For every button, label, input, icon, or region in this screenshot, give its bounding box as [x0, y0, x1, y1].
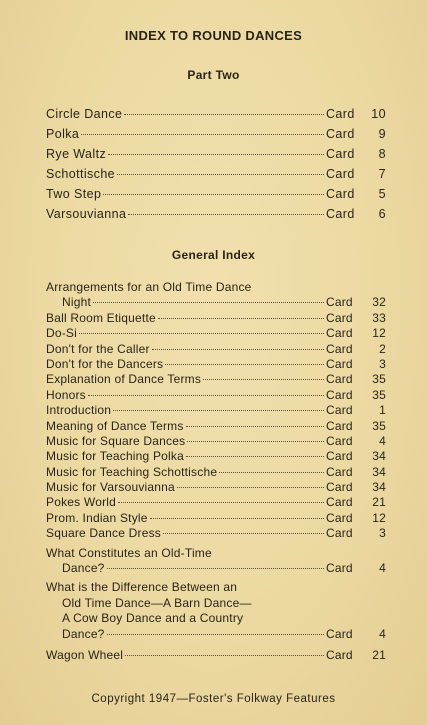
part-two-list: [46, 104, 386, 224]
list-item: Music for Varsouvianna Card 34: [46, 480, 386, 495]
copyright-footer: Copyright 1947—Foster's Folkway Features: [91, 693, 336, 705]
list-item: Music for Teaching Polka Card 34: [46, 449, 386, 464]
list-item: Arrangements for an Old Time Dance Night Card 32: [46, 280, 386, 310]
list-item: Ball Room Etiquette Card 33: [46, 310, 386, 325]
list-item: Two Step Card 5: [46, 187, 386, 201]
list-item: Circle Dance Card 10: [46, 107, 386, 121]
list-item: Rye Waltz Card 8: [46, 147, 386, 161]
list-item: Polka Card 9: [46, 127, 386, 141]
list-item: Don't for the Dancers Card 3: [46, 356, 386, 371]
list-item: What Constitutes an Old-Time Dance? Card 4: [46, 545, 386, 576]
list-item: Varsouvianna Card 6: [46, 207, 386, 221]
list-item: Pokes World Card 21: [46, 495, 386, 510]
list-item: Introduction Card 1: [46, 403, 386, 418]
list-item: Square Dance Dress Card 3: [46, 526, 386, 541]
general-index-heading: General Index: [171, 248, 256, 262]
list-item: Schottische Card 7: [46, 167, 386, 181]
list-item: Don't for the Caller Card 2: [46, 341, 386, 356]
list-item: Music for Square Dances Card 4: [46, 433, 386, 448]
part-two-heading: Part Two: [187, 68, 240, 82]
list-item: Honors Card 35: [46, 387, 386, 402]
list-item: Meaning of Dance Terms Card 35: [46, 418, 386, 433]
list-item: Explanation of Dance Terms Card 35: [46, 372, 386, 387]
list-item: Wagon Wheel Card 21: [46, 647, 386, 662]
list-item: Do-Si Card 12: [46, 326, 386, 341]
list-item: Music for Teaching Schottische Card 34: [46, 464, 386, 479]
list-item: Prom. Indian Style Card 12: [46, 510, 386, 525]
page-title: INDEX TO ROUND DANCES: [124, 28, 303, 43]
general-index-list: [46, 280, 386, 663]
list-item: What is the Difference Between an Old Time Dance—A Barn Dance— A Cow Boy Dance and a Country Dance? Card 4: [46, 580, 386, 641]
